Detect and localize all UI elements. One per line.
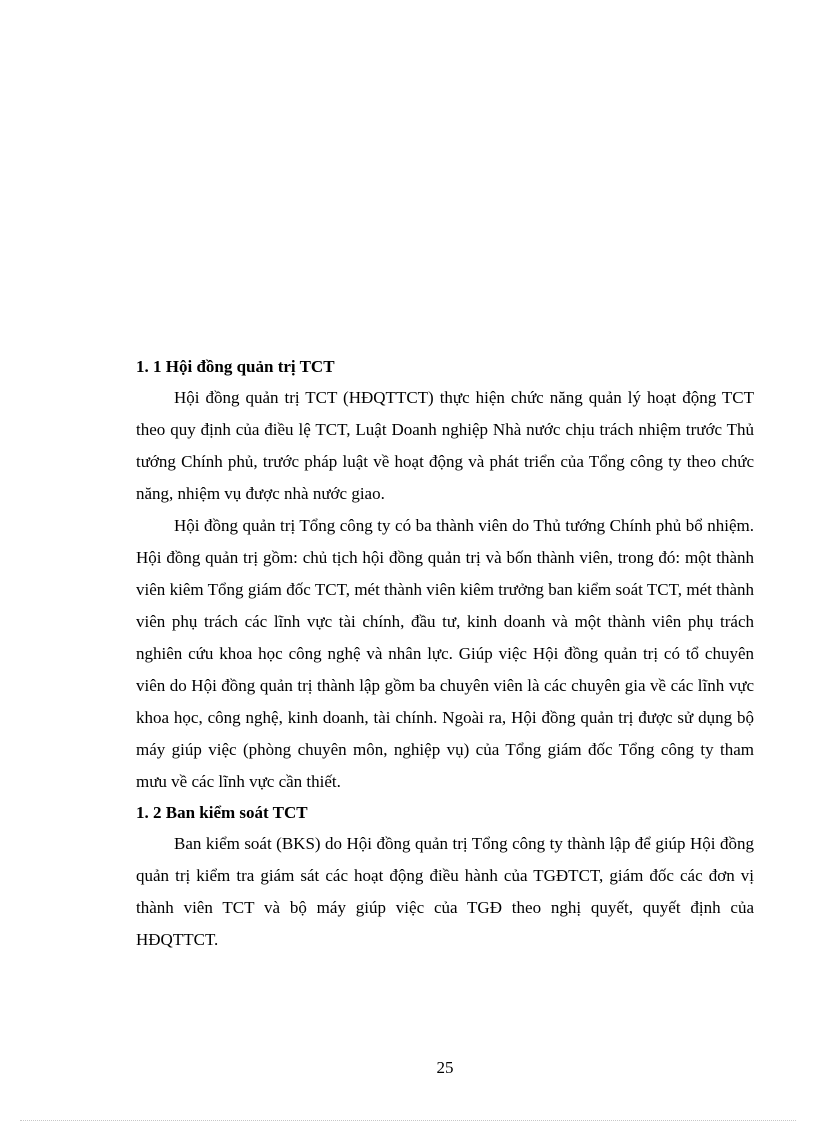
page-content — [136, 352, 754, 956]
section-heading: 1. 2 Ban kiểm soát TCT — [136, 803, 308, 822]
page-number: 25 — [436, 1058, 454, 1077]
section-supervisory-board — [136, 798, 754, 956]
paragraph: Ban kiểm soát (BKS) do Hội đồng quản trị Tổng công ty thành lập để giúp Hội đồng quản trị kiểm tra giám sát các hoạt động điều hành của TGĐTCT, giám đốc các đơn vị thành viên TCT và bộ máy giúp việc của TGĐ theo nghị quyết, quyết định của HĐQTTCT. — [136, 834, 754, 949]
paragraph: Hội đồng quản trị TCT (HĐQTTCT) thực hiện chức năng quản lý hoạt động TCT theo quy định của điều lệ TCT, Luật Doanh nghiệp Nhà nước chịu trách nhiệm trước Thủ tướng Chính phủ, trước pháp luật về hoạt động và phát triển của Tổng công ty theo chức năng, nhiệm vụ được nhà nước giao. — [136, 388, 754, 503]
section-board-of-directors — [136, 352, 754, 798]
paragraph: Hội đồng quản trị Tổng công ty có ba thành viên do Thủ tướng Chính phủ bổ nhiệm. Hội đồng quản trị gồm: chủ tịch hội đồng quản trị và bốn thành viên, trong đó: một thành viên kiêm Tổng giám đốc TCT, mét thành viên kiêm trưởng ban kiểm soát TCT, mét thành viên phụ trách các lĩnh vực tài chính, đầu tư, kinh doanh và một thành viên phụ trách nghiên cứu khoa học công nghệ và nhân lực. Giúp việc Hội đồng quản trị có tổ chuyên viên do Hội đồng quản trị thành lập gồm ba chuyên viên là các chuyên gia về các lĩnh vực khoa học, công nghệ, kinh doanh, tài chính. Ngoài ra, Hội đồng quản trị được sử dụng bộ máy giúp việc (phòng chuyên môn, nghiệp vụ) của Tổng giám đốc Tổng công ty tham mưu về các lĩnh vực cần thiết. — [136, 516, 754, 791]
page-bottom-divider — [20, 1120, 796, 1121]
section-heading: 1. 1 Hội đồng quản trị TCT — [136, 357, 335, 376]
